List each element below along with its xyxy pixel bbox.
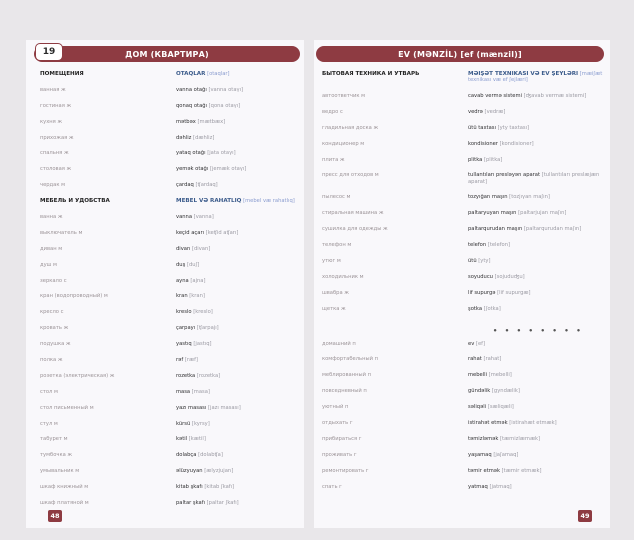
russian-term: проживать г xyxy=(322,451,357,458)
russian-term: автоответчик м xyxy=(322,93,366,99)
entry-az xyxy=(176,500,302,516)
russian-term: сушилка для одежды ж xyxy=(322,226,388,233)
russian-term: стул м xyxy=(40,420,58,427)
transcription: [kyrsy] xyxy=(191,420,210,427)
azerbaijani-term: keçid açarı xyxy=(176,229,205,236)
azerbaijani-term: yatmaq xyxy=(468,483,488,490)
entry-ru xyxy=(40,436,168,452)
azerbaijani-term: MEBEL VƏ RAHATLIQ xyxy=(176,198,242,205)
entry-az xyxy=(176,468,302,484)
section-heading-az xyxy=(176,71,302,87)
entry-az xyxy=(468,484,608,500)
azerbaijani-term: OTAQLAR xyxy=(176,71,206,77)
transcription: [ʤavab vermæ sistemi] xyxy=(523,93,587,99)
entry-az xyxy=(176,373,302,389)
entry-ru xyxy=(40,468,168,484)
entry-ru xyxy=(40,293,168,309)
entry-ru xyxy=(40,452,168,468)
russian-term: выключатель м xyxy=(40,229,83,236)
azerbaijani-term: cavab vermə sistemi xyxy=(468,93,522,99)
azerbaijani-term: rahat xyxy=(468,356,482,363)
azerbaijani-term: kitab şkafı xyxy=(176,484,203,491)
entry-az xyxy=(176,405,302,421)
russian-term: повседневный п xyxy=(322,388,367,395)
azerbaijani-term: divan xyxy=(176,245,191,252)
azerbaijani-term: dolabça xyxy=(176,452,197,459)
russian-term: ванная ж xyxy=(40,86,66,93)
russian-term: табурет м xyxy=(40,436,68,443)
entry-az xyxy=(176,87,302,103)
azerbaijani-term: plitka xyxy=(468,156,483,163)
transcription: [qona otaγı] xyxy=(208,102,241,109)
russian-term: зеркало с xyxy=(40,277,67,284)
transcription: [otaqlar] xyxy=(207,71,230,77)
entry-az xyxy=(176,182,302,198)
transcription: [kreslo] xyxy=(193,309,213,316)
russian-term: ведро с xyxy=(322,108,343,115)
russian-term: кресло с xyxy=(40,309,64,316)
azerbaijani-term: lif supurgə xyxy=(468,289,496,296)
russian-term: спать г xyxy=(322,483,342,490)
entry-ru xyxy=(322,242,466,258)
azerbaijani-term: qonaq otağı xyxy=(176,102,207,109)
entry-az xyxy=(468,258,608,274)
transcription: [divan] xyxy=(191,245,211,252)
entry-az xyxy=(468,109,608,125)
transcription: [ajna] xyxy=(190,277,206,284)
transcription: [dolabʧa] xyxy=(198,452,223,459)
azerbaijani-term: əlüzyuyan xyxy=(176,468,203,475)
transcription: [ræf] xyxy=(184,357,198,364)
russian-term: БЫТОВАЯ ТЕХНИКА И УТВАРЬ xyxy=(322,71,420,77)
russian-term: кондиционер м xyxy=(322,140,365,147)
transcription: [istirahæt etmæk] xyxy=(509,420,557,427)
transcription: [paltarjujan maʃın] xyxy=(518,210,567,217)
chapter-number: 19 xyxy=(36,44,62,60)
entry-ru xyxy=(322,484,466,500)
right-page-banner xyxy=(316,46,604,62)
entry-az xyxy=(176,230,302,246)
azerbaijani-term: paltaryuyan maşın xyxy=(468,210,517,217)
entry-ru xyxy=(322,141,466,157)
entry-ru xyxy=(322,356,466,372)
entry-ru xyxy=(322,194,466,210)
azerbaijani-term: yastıq xyxy=(176,341,192,348)
transcription: [vanna] xyxy=(193,214,214,221)
transcription: [tullantıları preslæjæn aparat] xyxy=(468,172,600,185)
transcription: [jemæk otaγı] xyxy=(209,166,247,173)
azerbaijani-term: MƏİŞƏT TEXNİKASI VƏ EV ŞEYLƏRİ xyxy=(468,71,579,77)
entry-ru xyxy=(40,484,168,500)
azerbaijani-term: tullantıları presləyən aparat xyxy=(468,172,541,179)
entry-ru xyxy=(322,226,466,242)
transcription: [jazı masası] xyxy=(207,404,241,411)
transcription: [dæhliz] xyxy=(193,134,215,141)
entry-ru xyxy=(40,325,168,341)
russian-term: ПОМЕЩЕНИЯ xyxy=(40,71,84,77)
azerbaijani-term: yazı masası xyxy=(176,404,207,411)
section-heading-az xyxy=(176,198,302,214)
entry-az xyxy=(176,214,302,230)
russian-term: комфортабельный п xyxy=(322,356,378,363)
entry-ru xyxy=(40,246,168,262)
azerbaijani-term: çarpayı xyxy=(176,325,196,332)
entry-ru xyxy=(40,262,168,278)
section-heading-ru xyxy=(322,71,466,93)
dot-divider: • • • • • • • • xyxy=(492,326,584,335)
transcription: [keʧid aʧarı] xyxy=(205,229,239,236)
entry-ru xyxy=(40,166,168,182)
azerbaijani-term: vanna otağı xyxy=(176,86,207,93)
entry-ru xyxy=(40,373,168,389)
transcription: [ef] xyxy=(475,340,485,347)
entry-ru xyxy=(322,468,466,484)
entry-az xyxy=(176,293,302,309)
russian-term: пылесос м xyxy=(322,194,351,201)
entry-az xyxy=(176,341,302,357)
entry-az xyxy=(468,274,608,290)
russian-term: чердак м xyxy=(40,182,66,189)
entry-ru xyxy=(40,389,168,405)
transcription: [mebel væ rahatlıq] xyxy=(243,198,295,205)
entry-az xyxy=(468,172,608,194)
azerbaijani-term: dəhliz xyxy=(176,134,192,141)
azerbaijani-term: şotka xyxy=(468,305,483,312)
transcription: [jastıq] xyxy=(193,341,212,348)
entry-ru xyxy=(40,230,168,246)
left-banner-title: ДОМ (КВАРТИРА) xyxy=(125,49,209,59)
entry-az xyxy=(468,226,608,242)
entry-az xyxy=(176,325,302,341)
russian-term: плита ж xyxy=(322,156,345,163)
transcription: [vedræ] xyxy=(484,108,506,115)
entry-ru xyxy=(40,135,168,151)
entry-ru xyxy=(40,309,168,325)
russian-term: щетка ж xyxy=(322,305,346,312)
russian-term: прибираться г xyxy=(322,435,362,442)
transcription: [paltar ʃkafı] xyxy=(206,500,239,507)
azerbaijani-term: rozetka xyxy=(176,372,196,379)
entry-ru xyxy=(40,182,168,198)
entry-az xyxy=(176,246,302,262)
entry-az xyxy=(468,125,608,141)
russian-term: утюг м xyxy=(322,258,341,265)
russian-term: кран (водопроводный) м xyxy=(40,293,108,300)
azerbaijani-term: ütü xyxy=(468,258,477,265)
entry-ru xyxy=(40,278,168,294)
entry-az xyxy=(468,306,608,322)
azerbaijani-term: ütü taxtası xyxy=(468,124,496,131)
azerbaijani-term: vanna xyxy=(176,214,193,221)
transcription: [yty] xyxy=(478,258,491,265)
azerbaijani-term: paltar şkafı xyxy=(176,500,205,507)
entry-ru xyxy=(322,404,466,420)
entry-az xyxy=(176,135,302,151)
section-heading-ru xyxy=(40,71,168,87)
entry-az xyxy=(468,404,608,420)
russian-term: МЕБЕЛЬ И УДОБСТВА xyxy=(40,198,110,205)
transcription: [rahat] xyxy=(483,356,502,363)
transcription: [tæmizlæmæk] xyxy=(499,435,541,442)
azerbaijani-term: vedrə xyxy=(468,108,483,115)
right-azerbaijani-column xyxy=(468,71,608,499)
entry-ru xyxy=(322,93,466,109)
transcription: [gyndælik] xyxy=(491,388,520,395)
transcription: [jaʃamaq] xyxy=(493,451,519,458)
section-heading-az xyxy=(468,71,608,93)
transcription: [sojuduʤu] xyxy=(494,273,525,280)
entry-ru xyxy=(322,436,466,452)
russian-term: телефон м xyxy=(322,242,352,249)
entry-az xyxy=(176,278,302,294)
russian-term: домашний п xyxy=(322,340,356,347)
russian-term: отдыхать г xyxy=(322,420,353,427)
russian-term: диван м xyxy=(40,245,63,252)
azerbaijani-term: soyuducu xyxy=(468,273,493,280)
entry-az xyxy=(176,166,302,182)
left-page-banner xyxy=(34,46,300,62)
transcription: [sæliqæli] xyxy=(487,404,514,411)
azerbaijani-term: tozyığan maşın xyxy=(468,194,508,201)
entry-ru xyxy=(322,290,466,306)
entry-az xyxy=(176,436,302,452)
russian-term: меблированный п xyxy=(322,372,371,379)
entry-ru xyxy=(322,388,466,404)
azerbaijani-term: yataq otağı xyxy=(176,150,206,157)
azerbaijani-term: yaşamaq xyxy=(468,451,492,458)
transcription: [yty taxtası] xyxy=(497,124,530,131)
entry-az xyxy=(468,388,608,404)
russian-term: гостиная ж xyxy=(40,102,72,109)
divider-spacer xyxy=(322,322,466,341)
right-russian-column xyxy=(322,71,466,499)
russian-term: уютный п xyxy=(322,404,349,411)
entry-az xyxy=(176,309,302,325)
transcription: [ʧardaq] xyxy=(195,182,218,189)
russian-term: столовая ж xyxy=(40,166,72,173)
russian-term: кровать ж xyxy=(40,325,69,332)
entry-ru xyxy=(322,372,466,388)
entry-ru xyxy=(40,341,168,357)
entry-az xyxy=(176,421,302,437)
russian-term: гладильная доска ж xyxy=(322,124,379,131)
transcription: [plitka] xyxy=(483,156,503,163)
transcription: [kran] xyxy=(189,293,205,300)
entry-ru xyxy=(40,150,168,166)
azerbaijani-term: masa xyxy=(176,388,191,395)
russian-term: стиральная машина ж xyxy=(322,210,384,217)
transcription: [rozetka] xyxy=(196,372,221,379)
left-azerbaijani-column xyxy=(176,71,302,516)
entry-ru xyxy=(322,306,466,322)
azerbaijani-term: səliqəli xyxy=(468,404,487,411)
entry-ru xyxy=(40,103,168,119)
right-banner-title: EV (MƏNZİL) [ef (mænzil)] xyxy=(398,49,522,59)
transcription: [mebelli] xyxy=(488,372,512,379)
russian-term: шкаф книжный м xyxy=(40,484,89,491)
entry-az xyxy=(176,484,302,500)
entry-az xyxy=(468,194,608,210)
entry-ru xyxy=(322,210,466,226)
entry-ru xyxy=(40,357,168,373)
azerbaijani-term: kran xyxy=(176,293,188,300)
azerbaijani-term: kürsü xyxy=(176,420,191,427)
entry-ru xyxy=(322,157,466,173)
left-russian-column xyxy=(40,71,168,516)
entry-ru xyxy=(322,258,466,274)
entry-az xyxy=(176,389,302,405)
azerbaijani-term: ev xyxy=(468,340,475,347)
russian-term: шкаф платяной м xyxy=(40,500,89,507)
azerbaijani-term: duş xyxy=(176,261,186,268)
transcription: [masa] xyxy=(191,388,210,395)
entry-az xyxy=(176,119,302,135)
right-page-number: 49 xyxy=(578,510,592,522)
right-page xyxy=(314,40,610,528)
entry-az xyxy=(176,103,302,119)
entry-az xyxy=(176,357,302,373)
entry-ru xyxy=(322,125,466,141)
transcription: [ʧarpajı] xyxy=(196,325,219,332)
transcription: [vanna otaγı] xyxy=(208,86,244,93)
azerbaijani-term: kətil xyxy=(176,436,188,443)
transcription: [mæiʃæt texnikası væ ef ʃejlæri] xyxy=(468,71,603,84)
entry-az xyxy=(468,468,608,484)
russian-term: подушка ж xyxy=(40,341,71,348)
entry-az xyxy=(176,452,302,468)
entry-ru xyxy=(40,87,168,103)
entry-az xyxy=(468,157,608,173)
azerbaijani-term: istirahət etmək xyxy=(468,420,508,427)
russian-term: стол м xyxy=(40,388,58,395)
russian-term: розетка (электрическая) ж xyxy=(40,372,115,379)
azerbaijani-term: rəf xyxy=(176,357,184,364)
entry-ru xyxy=(40,421,168,437)
entry-ru xyxy=(322,172,466,194)
entry-az xyxy=(468,210,608,226)
entry-az xyxy=(176,262,302,278)
russian-term: швабра ж xyxy=(322,289,349,296)
entry-ru xyxy=(322,274,466,290)
azerbaijani-term: telefon xyxy=(468,242,487,249)
entry-az xyxy=(468,290,608,306)
azerbaijani-term: mebelli xyxy=(468,372,488,379)
azerbaijani-term: paltarqurudan maşın xyxy=(468,226,523,233)
transcription: [jata otaγı] xyxy=(207,150,236,157)
transcription: [tozjıγan maʃın] xyxy=(509,194,550,201)
transcription: [ʃotka] xyxy=(483,305,501,312)
section-heading-ru xyxy=(40,198,168,214)
russian-term: душ м xyxy=(40,261,57,268)
transcription: [kitab ʃkafı] xyxy=(204,484,235,491)
transcription: [lif supurgæ] xyxy=(497,289,531,296)
russian-term: пресс для отходов м xyxy=(322,172,379,179)
transcription: [kondisioner] xyxy=(499,140,534,147)
russian-term: прихожая ж xyxy=(40,134,74,141)
transcription: [jatmaq] xyxy=(489,483,512,490)
entry-az xyxy=(176,150,302,166)
azerbaijani-term: kreslo xyxy=(176,309,192,316)
transcription: [ælyzjujan] xyxy=(204,468,234,475)
russian-term: тумбочка ж xyxy=(40,452,73,459)
entry-az xyxy=(468,372,608,388)
transcription: [kætil] xyxy=(188,436,206,443)
azerbaijani-term: kondisioner xyxy=(468,140,498,147)
entry-ru xyxy=(322,109,466,125)
left-page xyxy=(26,40,304,528)
russian-term: полка ж xyxy=(40,357,63,364)
entry-ru xyxy=(322,452,466,468)
russian-term: умывальник м xyxy=(40,468,80,475)
azerbaijani-term: təmir etmək xyxy=(468,467,500,474)
entry-ru xyxy=(40,214,168,230)
divider-row xyxy=(468,322,608,341)
entry-ru xyxy=(322,341,466,357)
entry-az xyxy=(468,242,608,258)
transcription: [telefon] xyxy=(487,242,511,249)
left-page-number: 48 xyxy=(48,510,62,522)
entry-az xyxy=(468,356,608,372)
russian-term: кухня ж xyxy=(40,118,63,125)
entry-az xyxy=(468,452,608,468)
azerbaijani-term: təmizləmək xyxy=(468,435,499,442)
transcription: [duʃ] xyxy=(186,261,200,268)
entry-az xyxy=(468,436,608,452)
entry-az xyxy=(468,93,608,109)
entry-az xyxy=(468,341,608,357)
transcription: [mætbæx] xyxy=(197,118,226,125)
entry-az xyxy=(468,141,608,157)
entry-ru xyxy=(40,405,168,421)
russian-term: ванна ж xyxy=(40,214,63,221)
azerbaijani-term: gündəlik xyxy=(468,388,491,395)
transcription: [paltarqurudan maʃın] xyxy=(523,226,582,233)
russian-term: спальня ж xyxy=(40,150,69,157)
azerbaijani-term: mətbəx xyxy=(176,118,196,125)
entry-ru xyxy=(322,420,466,436)
entry-az xyxy=(468,420,608,436)
transcription: [tæmir etmæk] xyxy=(501,467,542,474)
russian-term: стол письменный м xyxy=(40,404,94,411)
azerbaijani-term: çardaq xyxy=(176,182,194,189)
russian-term: холодильник м xyxy=(322,273,364,280)
azerbaijani-term: ayna xyxy=(176,277,189,284)
russian-term: ремонтировать г xyxy=(322,467,369,474)
entry-ru xyxy=(40,119,168,135)
azerbaijani-term: yemək otağı xyxy=(176,166,209,173)
